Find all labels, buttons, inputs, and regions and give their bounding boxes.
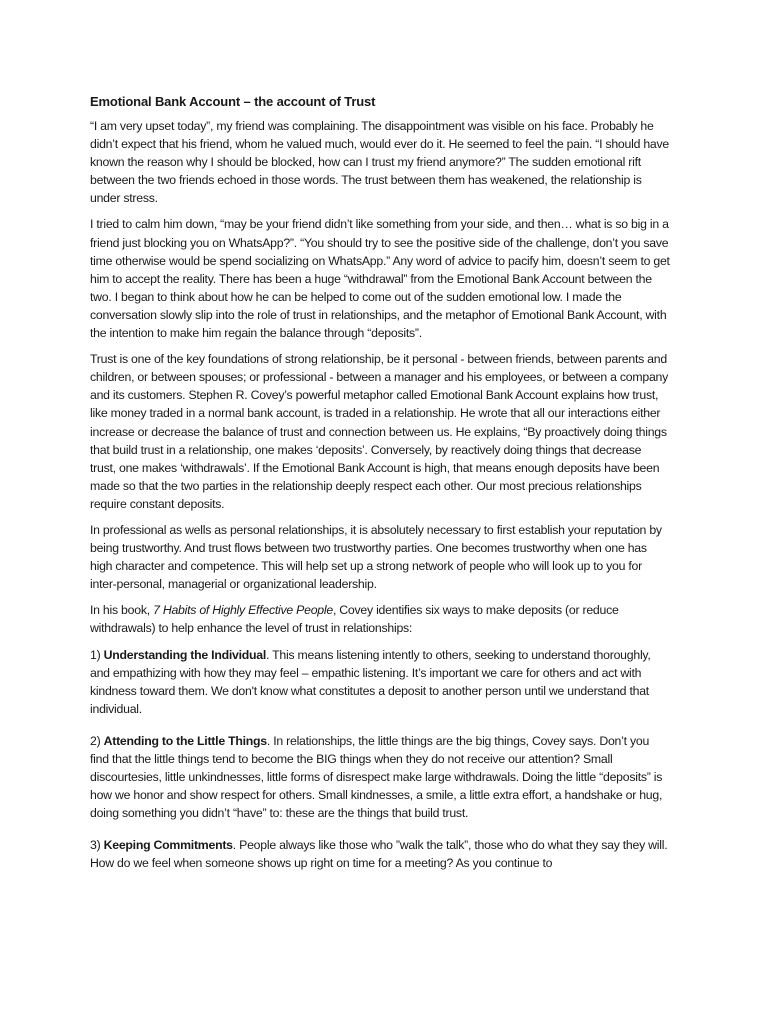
item-heading: Keeping Commitments bbox=[103, 838, 233, 853]
paragraph-professional-relationships: In professional as wells as personal relationships, it is absolutely necessary to first establish your reputation by being trustworthy. And trust flows between two trustworthy parties. One becomes trustworthy when one has high character and competence. This will help set up a strong network of people who will look up to you for inter-personal, managerial or organizational leadership. bbox=[90, 522, 662, 592]
book-outro-text: , Covey identifies six ways to make deposits (or reduce withdrawals) to help enhance the level of trust in relationships: bbox=[90, 603, 619, 636]
book-intro-text: In his book, bbox=[90, 603, 154, 618]
paragraph-trust-foundations: Trust is one of the key foundations of strong relationship, be it personal - between friends, between parents and children, or between spouses; or professional - between a manager and his employees, or between a company and its customers. Stephen R. Covey’s powerful metaphor called Emotional Bank Account explains how trust, like money traded in a normal bank account, is traded in a relationship. He wrote that all our interactions either increase or decrease the balance of trust and connection between us. He explains, “By proactively doing things that build trust in a relationship, one makes ‘deposits’. Conversely, by reactively doing things that decrease trust, one makes ‘withdrawals’. If the Emotional Bank Account is high, that means enough deposits have been made so that the two parties in the relationship deeply respect each other. Our most precious relationships require constant deposits. bbox=[90, 352, 669, 511]
paragraph-calm-down: I tried to calm him down, “may be your friend didn’t like something from your side, and then… what is so big in a friend just blocking you on WhatsApp?”. “You should try to see the positive side of the challenge, don’t you save time otherwise would be spend socializing on WhatsApp.” Any word of advice to pacify him, doesn’t seem to get him to accept the reality. There has been a huge “withdrawal” from the Emotional Bank Account between the two. I began to think about how he can be helped to come out of the sudden emotional low. I made the conversation slowly slip into the role of trust in relationships, and the metaphor of Emotional Bank Account, with the intention to make him regain the balance through “deposits”. bbox=[90, 217, 670, 341]
item-text: . People always like those who ”walk the talk”, those who do what they say they will. How do we feel when someone shows up right on time for a meeting? As you continue to bbox=[90, 838, 668, 871]
paragraph-upset-friend: “I am very upset today”, my friend was complaining. The disappointment was visible on his face. Probably he didn’t expect that his friend, whom he valued much, would ever do it. He seemed to feel the pain. “I should have known the reason why I should be blocked, how can I trust my friend anymore?” The sudden emotional rift between the two friends echoed in those words. The trust between them has weakened, the relationship is under stress. bbox=[90, 119, 669, 206]
paragraph-covey-book bbox=[90, 601, 670, 637]
item-number: 3) bbox=[90, 838, 104, 853]
item-text: . This means listening intently to others, seeking to understand thoroughly, and empathizing with how they may feel – empathic listening. It’s important we care for others and act with kindness toward them. We don't know what constitutes a deposit to another person until we understand that individual. bbox=[90, 647, 651, 716]
document-title: Emotional Bank Account – the account of Trust bbox=[90, 94, 376, 109]
list-item-commitments bbox=[90, 836, 670, 872]
item-number: 1) bbox=[90, 647, 104, 662]
document-page bbox=[90, 93, 670, 881]
book-title: 7 Habits of Highly Effective People bbox=[153, 603, 333, 618]
item-number: 2) bbox=[90, 733, 104, 748]
list-item-understanding bbox=[90, 646, 670, 718]
list-item-little-things bbox=[90, 732, 670, 822]
item-heading: Understanding the Individual bbox=[103, 647, 267, 662]
item-text: . In relationships, the little things are the big things, Covey says. Don’t you find that the little things tend to become the BIG things when they do not receive our attention? Small discourtesies, little unkindnesses, little forms of disrespect make large withdrawals. Doing the little “deposits” is how we honor and show respect for others. Small kindnesses, a smile, a little extra effort, a handshake or hug, doing something you didn’t “have” to: these are the things that build trust. bbox=[90, 733, 663, 821]
item-heading: Attending to the Little Things bbox=[103, 733, 267, 748]
